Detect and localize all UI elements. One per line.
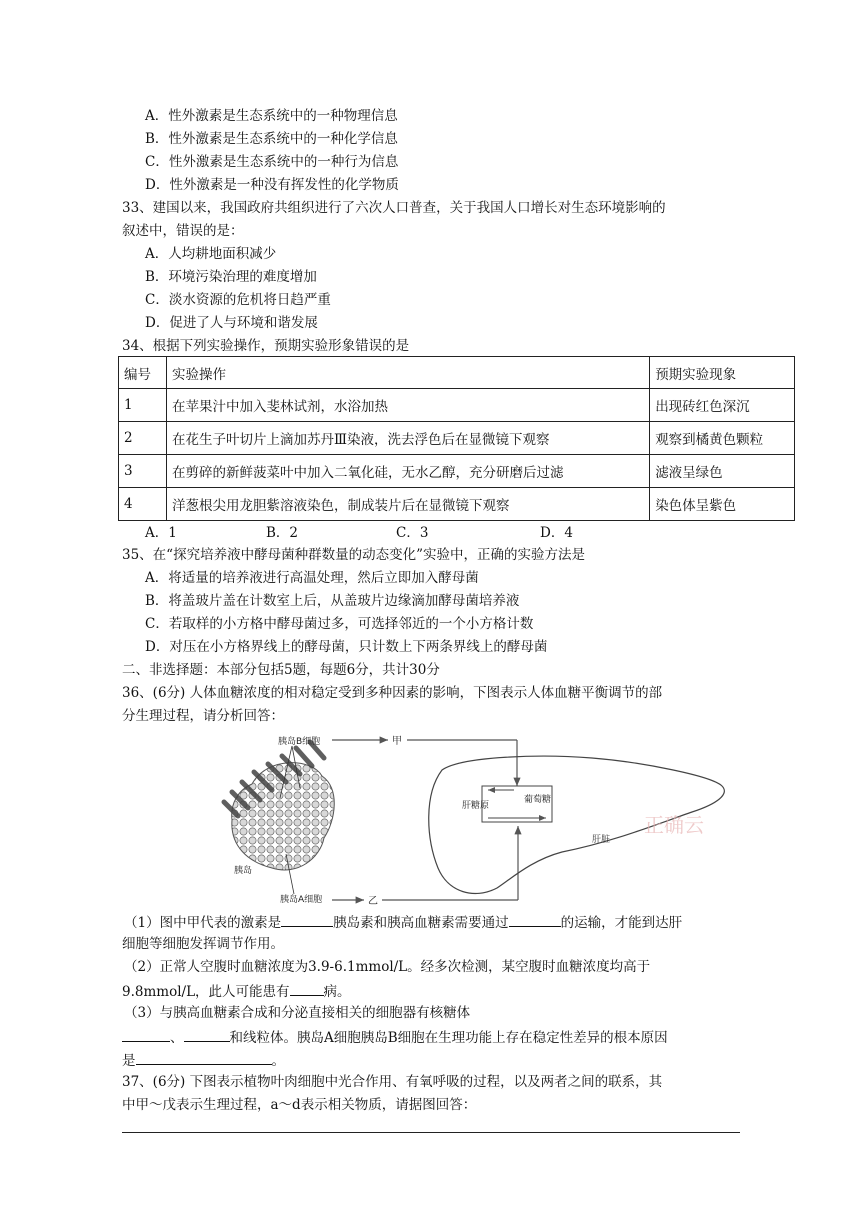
q36-part3-line3	[122, 1050, 285, 1070]
q35-option-c: C．若取样的小方格中酵母菌过多，可选择邻近的一个小方格计数	[145, 616, 534, 632]
q36-part1-text-b: 胰岛素和胰高血糖素需要通过	[333, 915, 509, 931]
q33-option-b: B．环境污染治理的难度增加	[145, 269, 317, 285]
q36-part3-text-c: 是	[122, 1053, 136, 1069]
label-b-cell: 胰岛B细胞	[278, 737, 321, 747]
q36-part2-text-b: 9.8mmol/L，此人可能患有	[122, 984, 290, 1000]
q36-part3-end: 。	[271, 1053, 285, 1069]
q34-option-d: D．4	[540, 525, 573, 541]
q36-part3-line1: （3）与胰高血糖素合成和分泌直接相关的细胞器有核糖体	[124, 1005, 471, 1021]
q35-option-a: A．将适量的培养液进行高温处理，然后立即加入酵母菌	[145, 570, 479, 586]
row-number: 1	[119, 389, 167, 422]
q33-stem-line2: 叙述中，错误的是：	[122, 223, 244, 239]
answer-blank[interactable]	[290, 981, 324, 996]
answer-blank[interactable]	[136, 1050, 272, 1065]
label-islet: 胰岛	[234, 866, 253, 876]
q35-stem: 35、在“探究培养液中酵母菌种群数量的动态变化”实验中，正确的实验方法是	[122, 547, 585, 563]
q35-option-b: B．将盖玻片盖在计数室上后，从盖玻片边缘滴加酵母菌培养液	[145, 593, 520, 609]
section-heading: 二、非选择题：本部分包括5题，每题6分，共计30分	[122, 662, 440, 678]
q36-part3-text-b: 和线粒体。胰岛A细胞胰岛B细胞在生理功能上存在稳定性差异的根本原因	[229, 1030, 668, 1046]
q37-stem-line2: 中甲～戊表示生理过程，a～d表示相关物质，请据图回答：	[122, 1097, 477, 1113]
q36-part2-line1: （2）正常人空腹时血糖浓度为3.9-6.1mmol/L。经多次检测，某空腹时血糖浓度均高于	[124, 959, 651, 975]
row-phenomenon: 观察到橘黄色颗粒	[650, 422, 795, 455]
row-operation: 在剪碎的新鲜菠菜叶中加入二氧化硅，无水乙醇，充分研磨后过滤	[166, 455, 649, 488]
q34-option-c: C．3	[396, 525, 429, 541]
q36-part1-text-a: （1）图中甲代表的激素是	[124, 915, 282, 931]
q33-option-a: A．人均耕地面积减少	[145, 246, 277, 262]
answer-blank[interactable]	[509, 912, 561, 927]
experiment-table	[118, 356, 795, 521]
bottom-rule	[122, 1132, 740, 1133]
table-row	[119, 488, 795, 521]
q34-option-b: B．2	[266, 525, 299, 541]
q32-option-a: A．性外激素是生态系统中的一种物理信息	[145, 108, 398, 124]
row-operation: 在花生子叶切片上滴加苏丹Ⅲ染液，洗去浮色后在显微镜下观察	[166, 422, 649, 455]
q36-stem-line1: 36、(6分) 人体血糖浓度的相对稳定受到多种因素的影响，下图表示人体血糖平衡调节的部	[122, 685, 663, 701]
answer-blank[interactable]	[184, 1027, 230, 1042]
row-phenomenon: 滤液呈绿色	[650, 455, 795, 488]
header-phenomenon: 预期实验现象	[650, 357, 795, 389]
row-operation: 洋葱根尖用龙胆紫溶液染色，制成装片后在显微镜下观察	[166, 488, 649, 521]
header-number: 编号	[119, 357, 167, 389]
label-jia: 甲	[392, 736, 402, 747]
q32-option-d: D．性外激素是一种没有挥发性的化学物质	[145, 177, 399, 193]
table-row	[119, 422, 795, 455]
label-glucose: 葡萄糖	[524, 795, 552, 805]
row-phenomenon: 出现砖红色深沉	[650, 389, 795, 422]
header-operation: 实验操作	[166, 357, 649, 389]
answer-blank[interactable]	[281, 912, 333, 927]
q36-part1-text-c: 的运输，才能到达肝	[560, 915, 683, 931]
label-yi: 乙	[368, 896, 378, 907]
row-operation: 在苹果汁中加入斐林试剂，水浴加热	[166, 389, 649, 422]
q33-option-d: D．促进了人与环境和谐发展	[145, 315, 318, 331]
q35-option-d: D．对压在小方格界线上的酵母菌，只计数上下两条界线上的酵母菌	[145, 639, 548, 655]
q36-part1-line1	[124, 912, 682, 932]
q36-part1-line2: 细胞等细胞发挥调节作用。	[122, 936, 284, 952]
q36-part3-sep: 、	[170, 1030, 184, 1046]
q34-option-a: A．1	[145, 525, 177, 541]
row-number: 4	[119, 488, 167, 521]
answer-blank[interactable]	[122, 1027, 170, 1042]
label-a-cell: 胰岛A细胞	[280, 895, 323, 905]
watermark: 正确云	[644, 813, 704, 837]
q34-stem: 34、根据下列实验操作，预期实验形象错误的是	[122, 338, 410, 354]
q32-option-b: B．性外激素是生态系统中的一种化学信息	[145, 131, 398, 147]
label-glycogen: 肝糖原	[462, 801, 490, 811]
q33-option-c: C．淡水资源的危机将日趋严重	[145, 292, 331, 308]
table-header-row	[119, 357, 795, 389]
q33-stem-line1: 33、建国以来，我国政府共组织进行了六次人口普查，关于我国人口增长对生态环境影响的	[122, 200, 666, 216]
q36-part2-line2	[122, 981, 351, 1001]
q36-part3-line2	[122, 1027, 668, 1047]
row-number: 2	[119, 422, 167, 455]
blood-glucose-diagram	[212, 728, 732, 910]
q36-part2-text-c: 病。	[323, 984, 351, 1000]
table-row	[119, 455, 795, 488]
table-row	[119, 389, 795, 422]
q36-stem-line2: 分生理过程，请分析回答：	[122, 708, 284, 724]
q32-option-c: C．性外激素是生态系统中的一种行为信息	[145, 154, 399, 170]
row-number: 3	[119, 455, 167, 488]
q37-stem-line1: 37、(6分) 下图表示植物叶肉细胞中光合作用、有氧呼吸的过程，以及两者之间的联系，其	[122, 1074, 663, 1090]
row-phenomenon: 染色体呈紫色	[650, 488, 795, 521]
label-liver: 肝脏	[592, 835, 611, 845]
